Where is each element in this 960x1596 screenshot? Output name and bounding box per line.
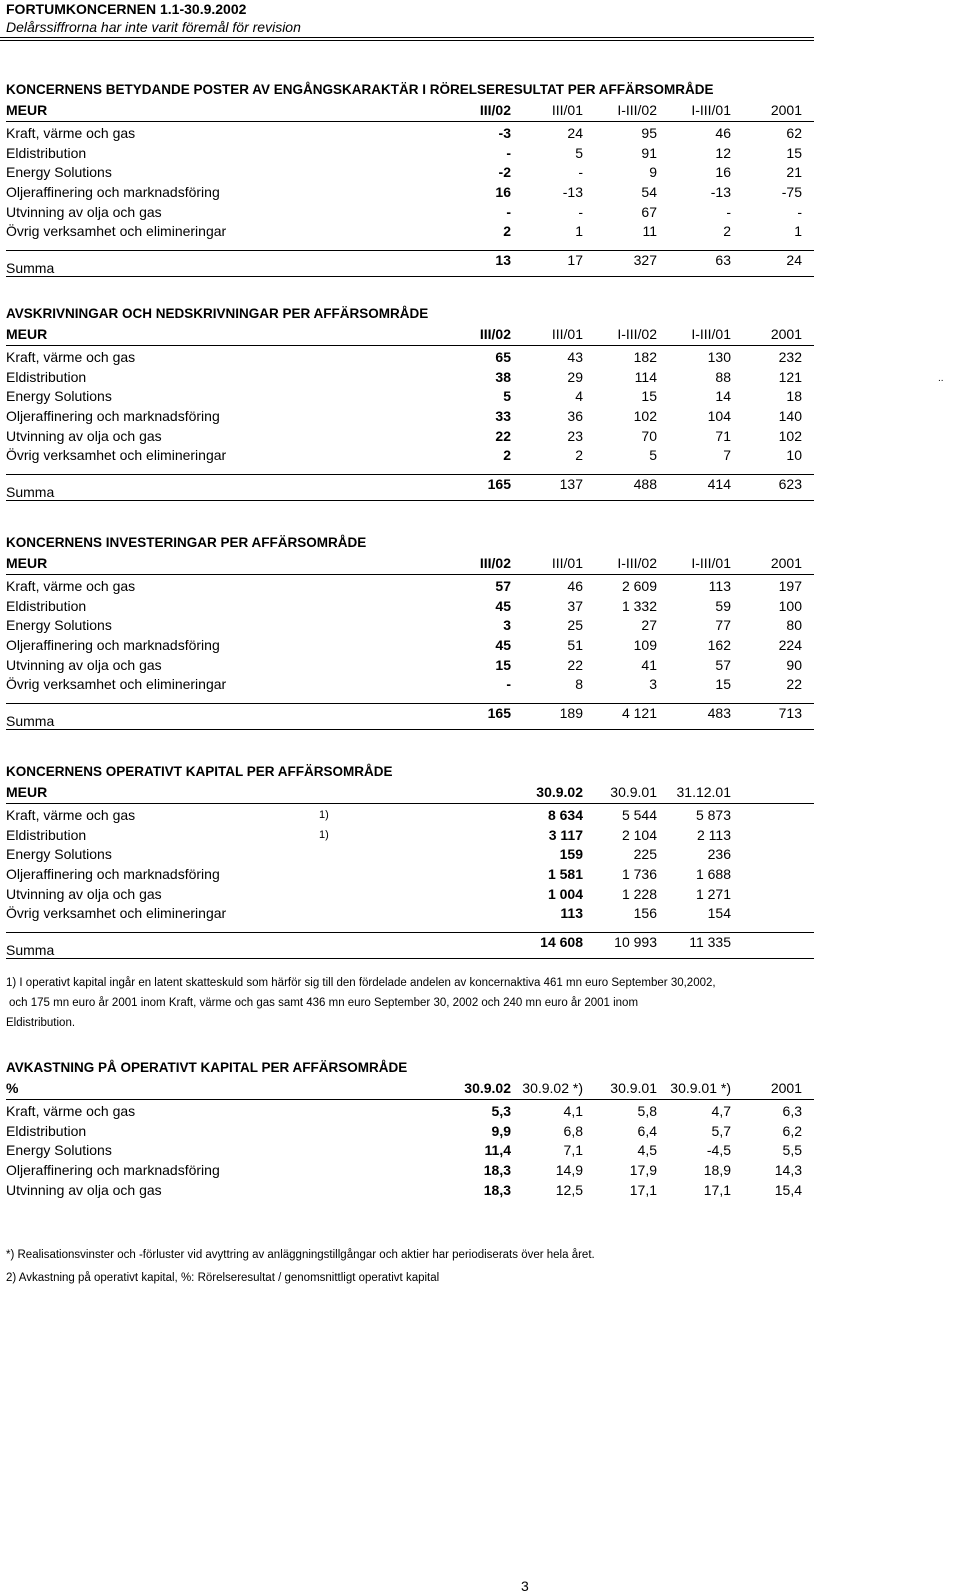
table-header-row (6, 553, 814, 575)
table-cell: 9,9 (491, 1122, 511, 1139)
table-cell: 67 (641, 203, 657, 220)
table-cell: -4,5 (706, 1142, 731, 1159)
table-investments (6, 533, 814, 730)
table-cell: 17,9 (629, 1162, 657, 1179)
table-row (6, 203, 814, 223)
table-cell: 1 332 (621, 597, 657, 614)
table-cell: 130 (707, 349, 731, 365)
row-label: Oljeraffinering och marknadsföring (6, 637, 220, 654)
total-cell: 11 335 (689, 934, 731, 951)
column-header: I-III/01 (691, 326, 731, 342)
unit-label: MEUR (6, 102, 48, 118)
row-label: Kraft, värme och gas (6, 125, 136, 141)
table-row (6, 1122, 814, 1142)
table-cell: -3 (498, 125, 511, 141)
table-cell: -13 (562, 184, 583, 201)
table-cell: 1 (575, 223, 583, 240)
table-row (6, 636, 814, 656)
table-cell: 25 (567, 617, 583, 634)
table-cell: 104 (707, 408, 731, 425)
table-cell: 140 (778, 408, 802, 425)
table-cell: 2 (575, 447, 583, 464)
column-header: I-III/01 (691, 102, 731, 118)
table-cell: 5,5 (782, 1142, 802, 1159)
table-row (6, 407, 814, 427)
row-label: Energy Solutions (6, 617, 112, 634)
row-label: Kraft, värme och gas (6, 1103, 136, 1119)
table-row (6, 845, 814, 865)
table-operating-capital (6, 762, 814, 959)
column-header: 2001 (770, 326, 802, 342)
row-label: Oljeraffinering och marknadsföring (6, 408, 220, 425)
table-title: AVSKRIVNINGAR OCH NEDSKRIVNINGAR PER AFFÄRSOMRÅDE (6, 306, 429, 321)
row-label: Energy Solutions (6, 388, 112, 405)
table-cell: 24 (567, 125, 583, 141)
column-header: III/01 (551, 102, 583, 118)
row-label: Energy Solutions (6, 164, 112, 181)
column-header: 30.9.01 (610, 1080, 657, 1096)
table-row (6, 616, 814, 636)
table-cell: 14,9 (555, 1162, 583, 1179)
table-cell: 1 004 (547, 885, 583, 902)
table-nonrecurring-items (6, 80, 814, 277)
table-cell: - (578, 203, 583, 220)
column-header: 30.9.01 *) (670, 1080, 731, 1096)
row-label: Övrig verksamhet och elimineringar (6, 905, 227, 922)
table-row (6, 427, 814, 447)
table-cell: 159 (559, 846, 583, 863)
document-subtitle: Delårssiffrorna har inte varit föremål för revision (6, 19, 301, 35)
table-row (6, 885, 814, 905)
table-cell: 9 (649, 164, 657, 181)
table-cell: 7,1 (563, 1142, 583, 1159)
table-cell: 100 (778, 597, 802, 614)
table-cell: 29 (567, 368, 583, 385)
table-cell: 2 113 (697, 826, 731, 843)
column-header: 30.9.02 (536, 784, 583, 800)
total-row (6, 250, 814, 277)
total-cell: 189 (559, 705, 583, 722)
table-title: KONCERNENS OPERATIVT KAPITAL PER AFFÄRSOMRÅDE (6, 764, 393, 779)
table-cell: 5 (649, 447, 657, 464)
table-cell: 225 (633, 846, 657, 863)
table-cell: 15,4 (774, 1181, 802, 1198)
table-cell: 65 (495, 349, 511, 365)
table-cell: 121 (778, 368, 802, 385)
column-header: I-III/02 (617, 102, 657, 118)
table-cell: 1 688 (695, 866, 731, 883)
table-cell: 1 228 (621, 885, 657, 902)
table-cell: 41 (641, 656, 657, 673)
table-cell: - (506, 676, 511, 693)
table-cell: 18 (786, 388, 802, 405)
table-cell: 46 (567, 578, 583, 594)
table-cell: 45 (495, 637, 511, 654)
document-title: FORTUMKONCERNEN 1.1-30.9.2002 (6, 1, 247, 17)
table-cell: 109 (633, 637, 657, 654)
row-label: Kraft, värme och gas (6, 807, 136, 823)
column-header: 2001 (770, 102, 802, 118)
total-row (6, 932, 814, 959)
table-cell: - (578, 164, 583, 181)
row-label: Eldistribution (6, 368, 87, 385)
table-cell: 15 (641, 388, 657, 405)
table-cell: 5 (575, 144, 583, 161)
table-row (6, 222, 814, 242)
total-cell: 24 (786, 252, 802, 269)
table-row (6, 1161, 814, 1181)
table-cell: 12 (715, 144, 731, 161)
table-cell: 1 271 (695, 885, 731, 902)
table-cell: 14 (715, 388, 731, 405)
table-cell: 4,1 (563, 1103, 583, 1119)
table-title: KONCERNENS BETYDANDE POSTER AV ENGÅNGSKARAKTÄR I RÖRELSERESULTAT PER AFFÄRSOMRÅDE (6, 82, 714, 97)
column-header: 31.12.01 (676, 784, 731, 800)
row-label: Kraft, värme och gas (6, 578, 136, 594)
table-row (6, 163, 814, 183)
total-cell: 4 121 (621, 705, 657, 722)
table-cell: 224 (778, 637, 802, 654)
table-cell: 54 (641, 184, 657, 201)
column-header: 30.9.02 *) (522, 1080, 583, 1096)
table-cell: 7 (723, 447, 731, 464)
row-label: Utvinning av olja och gas (6, 656, 162, 673)
table-header-row (6, 100, 814, 122)
row-label: Utvinning av olja och gas (6, 427, 162, 444)
table-cell: - (726, 203, 731, 220)
table-row (6, 904, 814, 924)
total-label: Summa (6, 942, 55, 959)
table-cell: 2 (503, 223, 511, 240)
table-cell: 3 (503, 617, 511, 634)
table-cell: 1 581 (547, 866, 583, 883)
column-header: I-III/02 (617, 555, 657, 571)
row-label: Utvinning av olja och gas (6, 885, 162, 902)
column-header: 30.9.01 (610, 784, 657, 800)
table-cell: 57 (495, 578, 511, 594)
table-cell: 6,4 (637, 1122, 657, 1139)
total-label: Summa (6, 484, 55, 501)
table-row (6, 826, 814, 846)
table-row (6, 368, 814, 388)
table-row (6, 865, 814, 885)
table-cell: 10 (786, 447, 802, 464)
table-header-row (6, 1078, 814, 1100)
table-cell: 4 (575, 388, 583, 405)
table-cell: 4,7 (711, 1103, 731, 1119)
column-header: III/01 (551, 326, 583, 342)
table-cell: 95 (641, 125, 657, 141)
table-cell: 90 (786, 656, 802, 673)
table-cell: 2 104 (621, 826, 657, 843)
row-label: Övrig verksamhet och elimineringar (6, 447, 227, 464)
table-cell: -13 (710, 184, 731, 201)
row-label: Eldistribution (6, 144, 87, 161)
table-cell: 154 (707, 905, 731, 922)
table-cell: 3 117 (548, 826, 583, 843)
row-label: Oljeraffinering och marknadsföring (6, 184, 220, 201)
row-label: Övrig verksamhet och elimineringar (6, 676, 227, 693)
total-label: Summa (6, 713, 55, 730)
total-cell: 483 (707, 705, 731, 722)
footnote-star: *) Realisationsvinster och -förluster vid avyttring av anläggningstillgångar och aktier har periodiserats över hela året. (6, 1249, 595, 1261)
table-row (6, 656, 814, 676)
table-cell: 17,1 (703, 1181, 731, 1198)
table-row (6, 1141, 814, 1161)
table-cell: 43 (567, 349, 583, 365)
unit-label: MEUR (6, 326, 48, 342)
table-cell: 23 (567, 427, 583, 444)
table-cell: 51 (567, 637, 583, 654)
table-cell: 113 (708, 578, 731, 594)
table-return-on-capital (6, 1058, 814, 1200)
table-row (6, 1102, 814, 1122)
table-cell: 4,5 (637, 1142, 657, 1159)
row-label: Utvinning av olja och gas (6, 1181, 162, 1198)
table-cell: 57 (715, 656, 731, 673)
table-row (6, 1181, 814, 1201)
table-cell: 113 (560, 905, 583, 922)
table-cell: 1 736 (621, 866, 657, 883)
table-header-row (6, 324, 814, 346)
table-cell: 232 (778, 349, 802, 365)
row-label: Eldistribution (6, 597, 87, 614)
table-cell: 17,1 (629, 1181, 657, 1198)
row-label: Eldistribution (6, 1122, 87, 1139)
column-header: 30.9.02 (464, 1080, 511, 1096)
table-cell: 2 (503, 447, 511, 464)
table-row (6, 597, 814, 617)
row-label: Oljeraffinering och marknadsföring (6, 1162, 220, 1179)
table-cell: 77 (715, 617, 731, 634)
table-depreciation (6, 304, 814, 501)
row-note-ref: 1) (319, 809, 329, 821)
footnote-1-line-1: 1) I operativt kapital ingår en latent skatteskuld som härför sig till den fördelade andelen av koncernaktiva 461 mn euro September 30,2002, (6, 977, 716, 989)
table-cell: 6,2 (782, 1122, 802, 1139)
table-cell: 14,3 (774, 1162, 802, 1179)
table-cell: 62 (786, 125, 802, 141)
table-cell: - (506, 144, 511, 161)
table-cell: 22 (786, 676, 802, 693)
total-cell: 623 (778, 476, 802, 493)
table-cell: 70 (641, 427, 657, 444)
table-row (6, 124, 814, 144)
table-row (6, 183, 814, 203)
row-label: Övrig verksamhet och elimineringar (6, 223, 227, 240)
total-row (6, 703, 814, 730)
unit-label: % (6, 1080, 19, 1096)
table-header-row (6, 782, 814, 804)
column-header: III/02 (479, 326, 511, 342)
row-label: Utvinning av olja och gas (6, 203, 162, 220)
table-cell: 16 (495, 184, 511, 201)
table-cell: 91 (641, 144, 657, 161)
table-cell: 3 (649, 676, 657, 693)
column-header: 2001 (770, 1080, 802, 1096)
table-cell: 102 (778, 427, 802, 444)
column-header: I-III/01 (691, 555, 731, 571)
stray-mark: .. (938, 373, 944, 384)
table-cell: 182 (633, 349, 657, 365)
row-label: Eldistribution (6, 826, 87, 843)
table-cell: 59 (715, 597, 731, 614)
table-cell: 36 (567, 408, 583, 425)
table-cell: 114 (634, 368, 657, 385)
table-cell: 5,7 (711, 1122, 731, 1139)
table-row (6, 577, 814, 597)
total-row (6, 474, 814, 501)
total-cell: 165 (487, 476, 511, 493)
table-cell: -75 (781, 184, 802, 201)
total-cell: 713 (778, 705, 802, 722)
total-cell: 414 (707, 476, 731, 493)
table-cell: 2 (723, 223, 731, 240)
table-title: KONCERNENS INVESTERINGAR PER AFFÄRSOMRÅDE (6, 535, 367, 550)
table-cell: 2 609 (621, 578, 657, 594)
table-cell: 38 (495, 368, 511, 385)
table-cell: 6,8 (563, 1122, 583, 1139)
total-cell: 10 993 (614, 934, 657, 951)
header-rule-top (0, 37, 814, 38)
row-label: Kraft, värme och gas (6, 349, 136, 365)
table-row (6, 387, 814, 407)
total-cell: 488 (633, 476, 657, 493)
page-number: 3 (521, 1578, 529, 1594)
table-cell: 18,3 (483, 1181, 511, 1198)
table-cell: 1 (794, 223, 802, 240)
unit-label: MEUR (6, 784, 48, 800)
row-label: Energy Solutions (6, 846, 112, 863)
column-header: I-III/02 (617, 326, 657, 342)
table-cell: 102 (633, 408, 657, 425)
table-cell: 11 (642, 223, 657, 240)
table-cell: - (797, 203, 802, 220)
table-cell: 162 (707, 637, 731, 654)
total-cell: 327 (633, 252, 657, 269)
row-label: Energy Solutions (6, 1142, 112, 1159)
footnote-1-line-3: Eldistribution. (6, 1017, 76, 1029)
table-row (6, 446, 814, 466)
table-cell: 22 (567, 656, 583, 673)
table-cell: 15 (495, 656, 511, 673)
table-cell: 8 634 (547, 807, 583, 823)
row-label: Oljeraffinering och marknadsföring (6, 866, 220, 883)
table-cell: 12,5 (555, 1181, 583, 1198)
table-cell: 18,9 (703, 1162, 731, 1179)
table-row (6, 348, 814, 368)
header-rule-bottom (0, 40, 814, 41)
table-cell: 15 (715, 676, 731, 693)
table-cell: 6,3 (782, 1103, 802, 1119)
footnote-1-line-2: och 175 mn euro år 2001 inom Kraft, värme och gas samt 436 mn euro September 30, 2002 och 240 mn euro år 2001 inom (9, 997, 639, 1009)
column-header: 2001 (770, 555, 802, 571)
table-cell: 88 (715, 368, 731, 385)
total-label: Summa (6, 260, 55, 277)
table-cell: 5 (503, 388, 511, 405)
table-cell: 5,3 (491, 1103, 511, 1119)
table-cell: 5 873 (695, 807, 731, 823)
table-cell: 45 (495, 597, 511, 614)
table-cell: 236 (707, 846, 731, 863)
table-cell: 27 (641, 617, 657, 634)
total-cell: 13 (495, 252, 511, 269)
column-header: III/02 (479, 102, 511, 118)
unit-label: MEUR (6, 555, 48, 571)
table-cell: 16 (715, 164, 731, 181)
footnote-2: 2) Avkastning på operativt kapital, %: Rörelseresultat / genomsnittligt operativt kapital (6, 1272, 440, 1284)
table-cell: 11,4 (484, 1142, 511, 1159)
column-header: III/01 (551, 555, 583, 571)
table-cell: - (506, 203, 511, 220)
table-cell: 18,3 (483, 1162, 511, 1179)
table-cell: 15 (786, 144, 802, 161)
table-cell: 5 544 (621, 807, 657, 823)
table-cell: 37 (567, 597, 583, 614)
row-note-ref: 1) (319, 828, 329, 841)
table-cell: 197 (778, 578, 802, 594)
table-row (6, 144, 814, 164)
table-cell: 5,8 (637, 1103, 657, 1119)
table-cell: 33 (495, 408, 511, 425)
table-cell: 71 (715, 427, 731, 444)
table-row (6, 806, 814, 826)
table-cell: 80 (786, 617, 802, 634)
total-cell: 17 (567, 252, 583, 269)
total-cell: 14 608 (540, 934, 583, 951)
table-cell: 46 (715, 125, 731, 141)
table-cell: 22 (495, 427, 511, 444)
table-row (6, 675, 814, 695)
table-cell: 8 (575, 676, 583, 693)
table-cell: -2 (498, 164, 511, 181)
table-cell: 21 (786, 164, 802, 181)
total-cell: 165 (487, 705, 511, 722)
column-header: III/02 (479, 555, 511, 571)
table-title: AVKASTNING PÅ OPERATIVT KAPITAL PER AFFÄRSOMRÅDE (6, 1060, 408, 1075)
table-cell: 156 (633, 905, 657, 922)
total-cell: 137 (559, 476, 583, 493)
total-cell: 63 (715, 252, 731, 269)
